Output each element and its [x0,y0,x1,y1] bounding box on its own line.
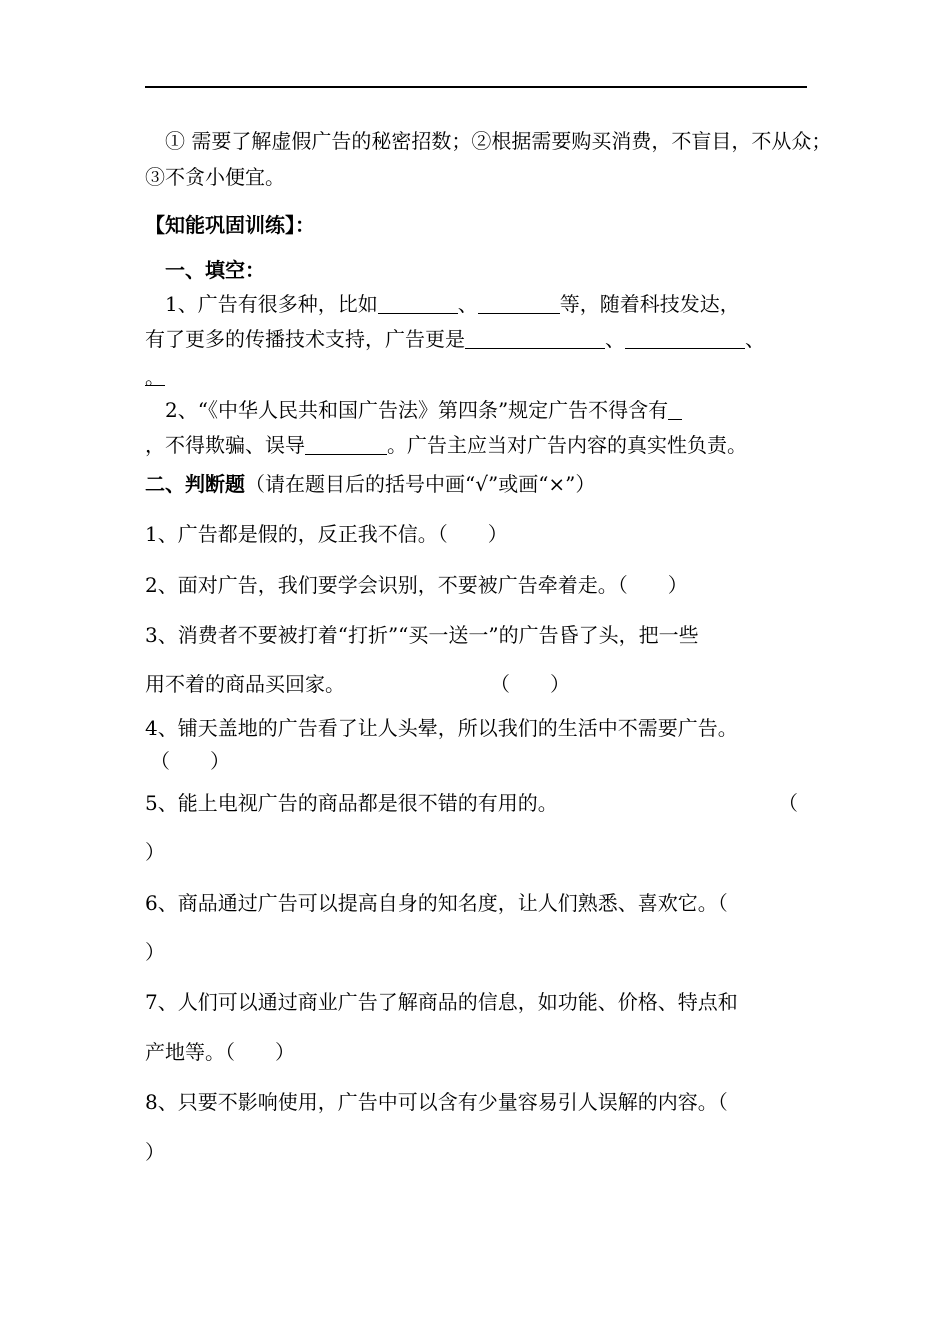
q1-sep-1: 、 [457,292,478,316]
fill-blank-heading: 一、填空： [165,258,265,282]
judge-heading [145,472,595,496]
q1-end: 。 [145,365,165,389]
judge-item-6-line1: 6、商品通过广告可以提高自身的知名度，让人们熟悉、喜欢它。（ [145,891,728,915]
q1-sep-2: 、 [605,327,625,351]
intro-line-2: ③不贪小便宜。 [145,165,285,189]
judge-item-2: 2、面对广告，我们要学会识别，不要被广告牵着走。（ ） [145,573,688,597]
q1-text-b: 等，随着科技发达， [559,292,740,316]
judge-item-8-bracket-close[interactable]: ） [145,1140,165,1164]
judge-item-7-line1: 7、人们可以通过商业广告了解商品的信息，如功能、价格、特点和 [145,990,738,1014]
judge-item-1: 1、广告都是假的，反正我不信。（ ） [145,522,508,546]
q1-text-c: 有了更多的传播技术支持，广告更是 [145,327,465,351]
fill-blank-q1-line1 [165,292,740,316]
fill-blank-q2-line1 [165,398,682,422]
q1-blank-2[interactable] [478,293,560,314]
q1-text-a: 1、广告有很多种，比如 [165,292,378,316]
section-title: 【知能巩固训练】： [145,213,315,237]
q1-sep-3: 、 [745,327,765,351]
q2-text-c: 。广告主应当对广告内容的真实性负责。 [387,433,747,457]
q1-blank-5[interactable] [145,365,165,389]
header-rule [145,86,807,88]
judge-item-5-bracket-close[interactable]: ） [145,840,165,864]
q2-blank-2[interactable] [305,434,387,455]
intro-line-1: ① 需要了解虚假广告的秘密招数；②根据需要购买消费，不盲目，不从众； [165,129,832,153]
fill-blank-q2-line2 [145,433,747,457]
judge-item-3-line2: 用不着的商品买回家。 [145,672,345,696]
q1-blank-4[interactable] [625,328,745,349]
judge-item-5-bracket-open[interactable]: （ [778,791,798,815]
judge-heading-title: 二、判断题 [145,472,245,496]
judge-item-7-line2: 产地等。（ ） [145,1040,295,1064]
judge-item-4-line1: 4、铺天盖地的广告看了让人头晕，所以我们的生活中不需要广告。 [145,716,738,740]
fill-blank-q1-line3 [145,362,165,389]
judge-item-3-line1: 3、消费者不要被打着“打折”“买一送一”的广告昏了头，把一些 [145,623,699,647]
q2-text-b: ，不得欺骗、误导 [145,433,305,457]
q2-text-a: 2、“《中华人民共和国广告法》第四条”规定广告不得含有 [165,398,669,422]
judge-item-4-bracket[interactable]: （ ） [150,749,230,773]
judge-item-5-line1: 5、能上电视广告的商品都是很不错的有用的。 [145,791,558,815]
judge-heading-instructions: （请在题目后的括号中画“√”或画“×”） [245,472,596,496]
judge-item-8-line1: 8、只要不影响使用，广告中可以含有少量容易引人误解的内容。（ [145,1090,728,1114]
q1-blank-3[interactable] [465,328,605,349]
fill-blank-q1-line2 [145,327,765,351]
judge-item-3-bracket[interactable]: （ ） [490,672,570,696]
q2-blank-1[interactable] [668,399,682,420]
q1-blank-1[interactable] [378,293,458,314]
judge-item-6-bracket-close[interactable]: ） [145,940,165,964]
